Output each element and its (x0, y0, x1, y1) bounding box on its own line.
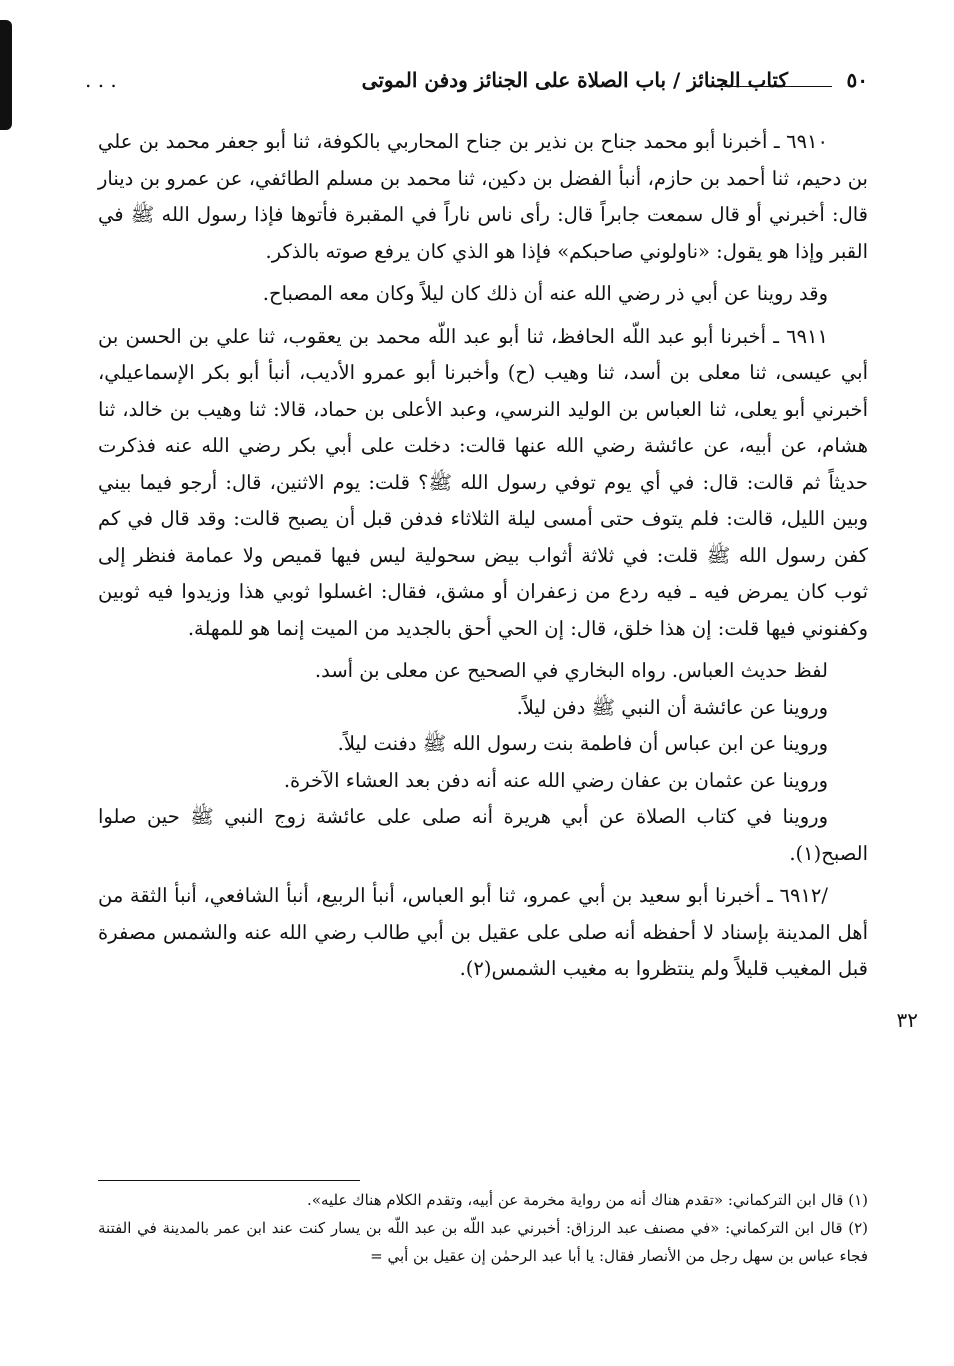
footnote-rule (98, 1180, 360, 1181)
footnotes (98, 1186, 868, 1270)
margin-page-marker: ٣٢ (896, 1008, 918, 1032)
note-abu-hurayra: وروينا في كتاب الصلاة عن أبي هريرة أنه صلى على عائشة زوج النبي ﷺ حين صلوا الصبح(١). (98, 805, 868, 865)
footnote-1: (١) قال ابن التركماني: «تقدم هناك أنه من رواية مخرمة عن أبيه، وتقدم الكلام هناك عليه». (307, 1191, 868, 1209)
running-header (85, 68, 868, 102)
hadith-6912: /٦٩١٢ ـ أخبرنا أبو سعيد بن أبي عمرو، ثنا أبو العباس، أنبأ الربيع، أنبأ الشافعي، أنبأ الثقة من أهل المدينة بإسناد لا أحفظه أنه صلى على عقيل بن أبي طالب رضي الله عنه والشمس مصفرة قبل المغيب قليلاً ولم ينتظروا به مغيب الشمس(٢). (98, 884, 868, 980)
hadith-6910: ٦٩١٠ ـ أخبرنا أبو محمد جناح بن نذير بن جناح المحاربي بالكوفة، ثنا أبو جعفر محمد بن علي بن دحيم، ثنا أحمد بن حازم، أنبأ الفضل بن دكين، ثنا محمد بن مسلم الطائفي، عن عمرو بن دينار قال: أخبرني أو قال سمعت جابراً قال: رأى ناس ناراً في المقبرة فأتوها فإذا رسول الله ﷺ في القبر وإذا هو يقول: «ناولوني صاحبكم» فإذا هو الذي كان يرفع صوته بالذكر. (98, 130, 868, 263)
header-title: كتاب الجنائز / باب الصلاة على الجنائز ودفن الموتى (361, 68, 788, 92)
footnote-2: (٢) قال ابن التركماني: «في مصنف عبد الرزاق: أخبرني عبد اللّه بن عبد اللّه بن يسار كنت عند ابن عمر بالمدينة في الفتنة فجاء عباس بن سهل رجل من الأنصار فقال: يا أبا عبد الرحمٰن إن عقيل بن أبي = (98, 1219, 868, 1265)
note-bukhari: لفظ حديث العباس. رواه البخاري في الصحيح عن معلى بن أسد. (314, 659, 828, 682)
note-aisha: وروينا عن عائشة أن النبي ﷺ دفن ليلاً. (516, 695, 828, 719)
note-uthman: وروينا عن عثمان بن عفان رضي الله عنه أنه دفن بعد العشاء الآخرة. (283, 768, 828, 792)
binding-edge-mark (0, 20, 12, 130)
main-text (98, 124, 868, 988)
page-number: ٥٠ (846, 68, 868, 92)
header-ellipsis: . . . (85, 68, 117, 92)
note-abu-dharr: وقد روينا عن أبي ذر رضي الله عنه أن ذلك كان ليلاً وكان معه المصباح. (262, 282, 828, 305)
hadith-6911: ٦٩١١ ـ أخبرنا أبو عبد اللّه الحافظ، ثنا أبو عبد اللّه محمد بن يعقوب، ثنا علي بن الحسن بن أبي عيسى، ثنا معلى بن أسد، ثنا وهيب (ح) وأخبرنا أبو عمرو الأديب، أنبأ أبو بكر الإسماعيلي، أخبرني أبو يعلى، ثنا العباس بن الوليد النرسي، وعبد الأعلى بن حماد، قالا: ثنا وهيب بن خالد، ثنا هشام، عن أبيه، عن عائشة رضي الله عنها قالت: دخلت على أبي بكر رضي الله عنه فذكرت حديثاً ثم قالت: قال: في أي يوم توفي رسول الله ﷺ؟ قلت: يوم الاثنين، قال: أرجو فيما بيني وبين الليل، قالت: فلم يتوف حتى أمسى ليلة الثلاثاء فدفن قبل أن يصبح قالت: وقد قال في كم كفن رسول الله ﷺ قلت: في ثلاثة أثواب بيض سحولية ليس فيها قميص ولا عمامة فنظر إلى ثوب كان يمرض فيه ـ فيه ردع من زعفران أو مشق، فقال: اغسلوا ثوبي هذا وزيدوا فيه ثوبين وكفنوني فيها قلت: إن هذا خلق، قال: إن الحي أحق بالجديد من الميت إنما هو للمهلة. (98, 324, 868, 640)
note-ibn-abbas: وروينا عن ابن عباس أن فاطمة بنت رسول الله ﷺ دفنت ليلاً. (337, 732, 828, 755)
